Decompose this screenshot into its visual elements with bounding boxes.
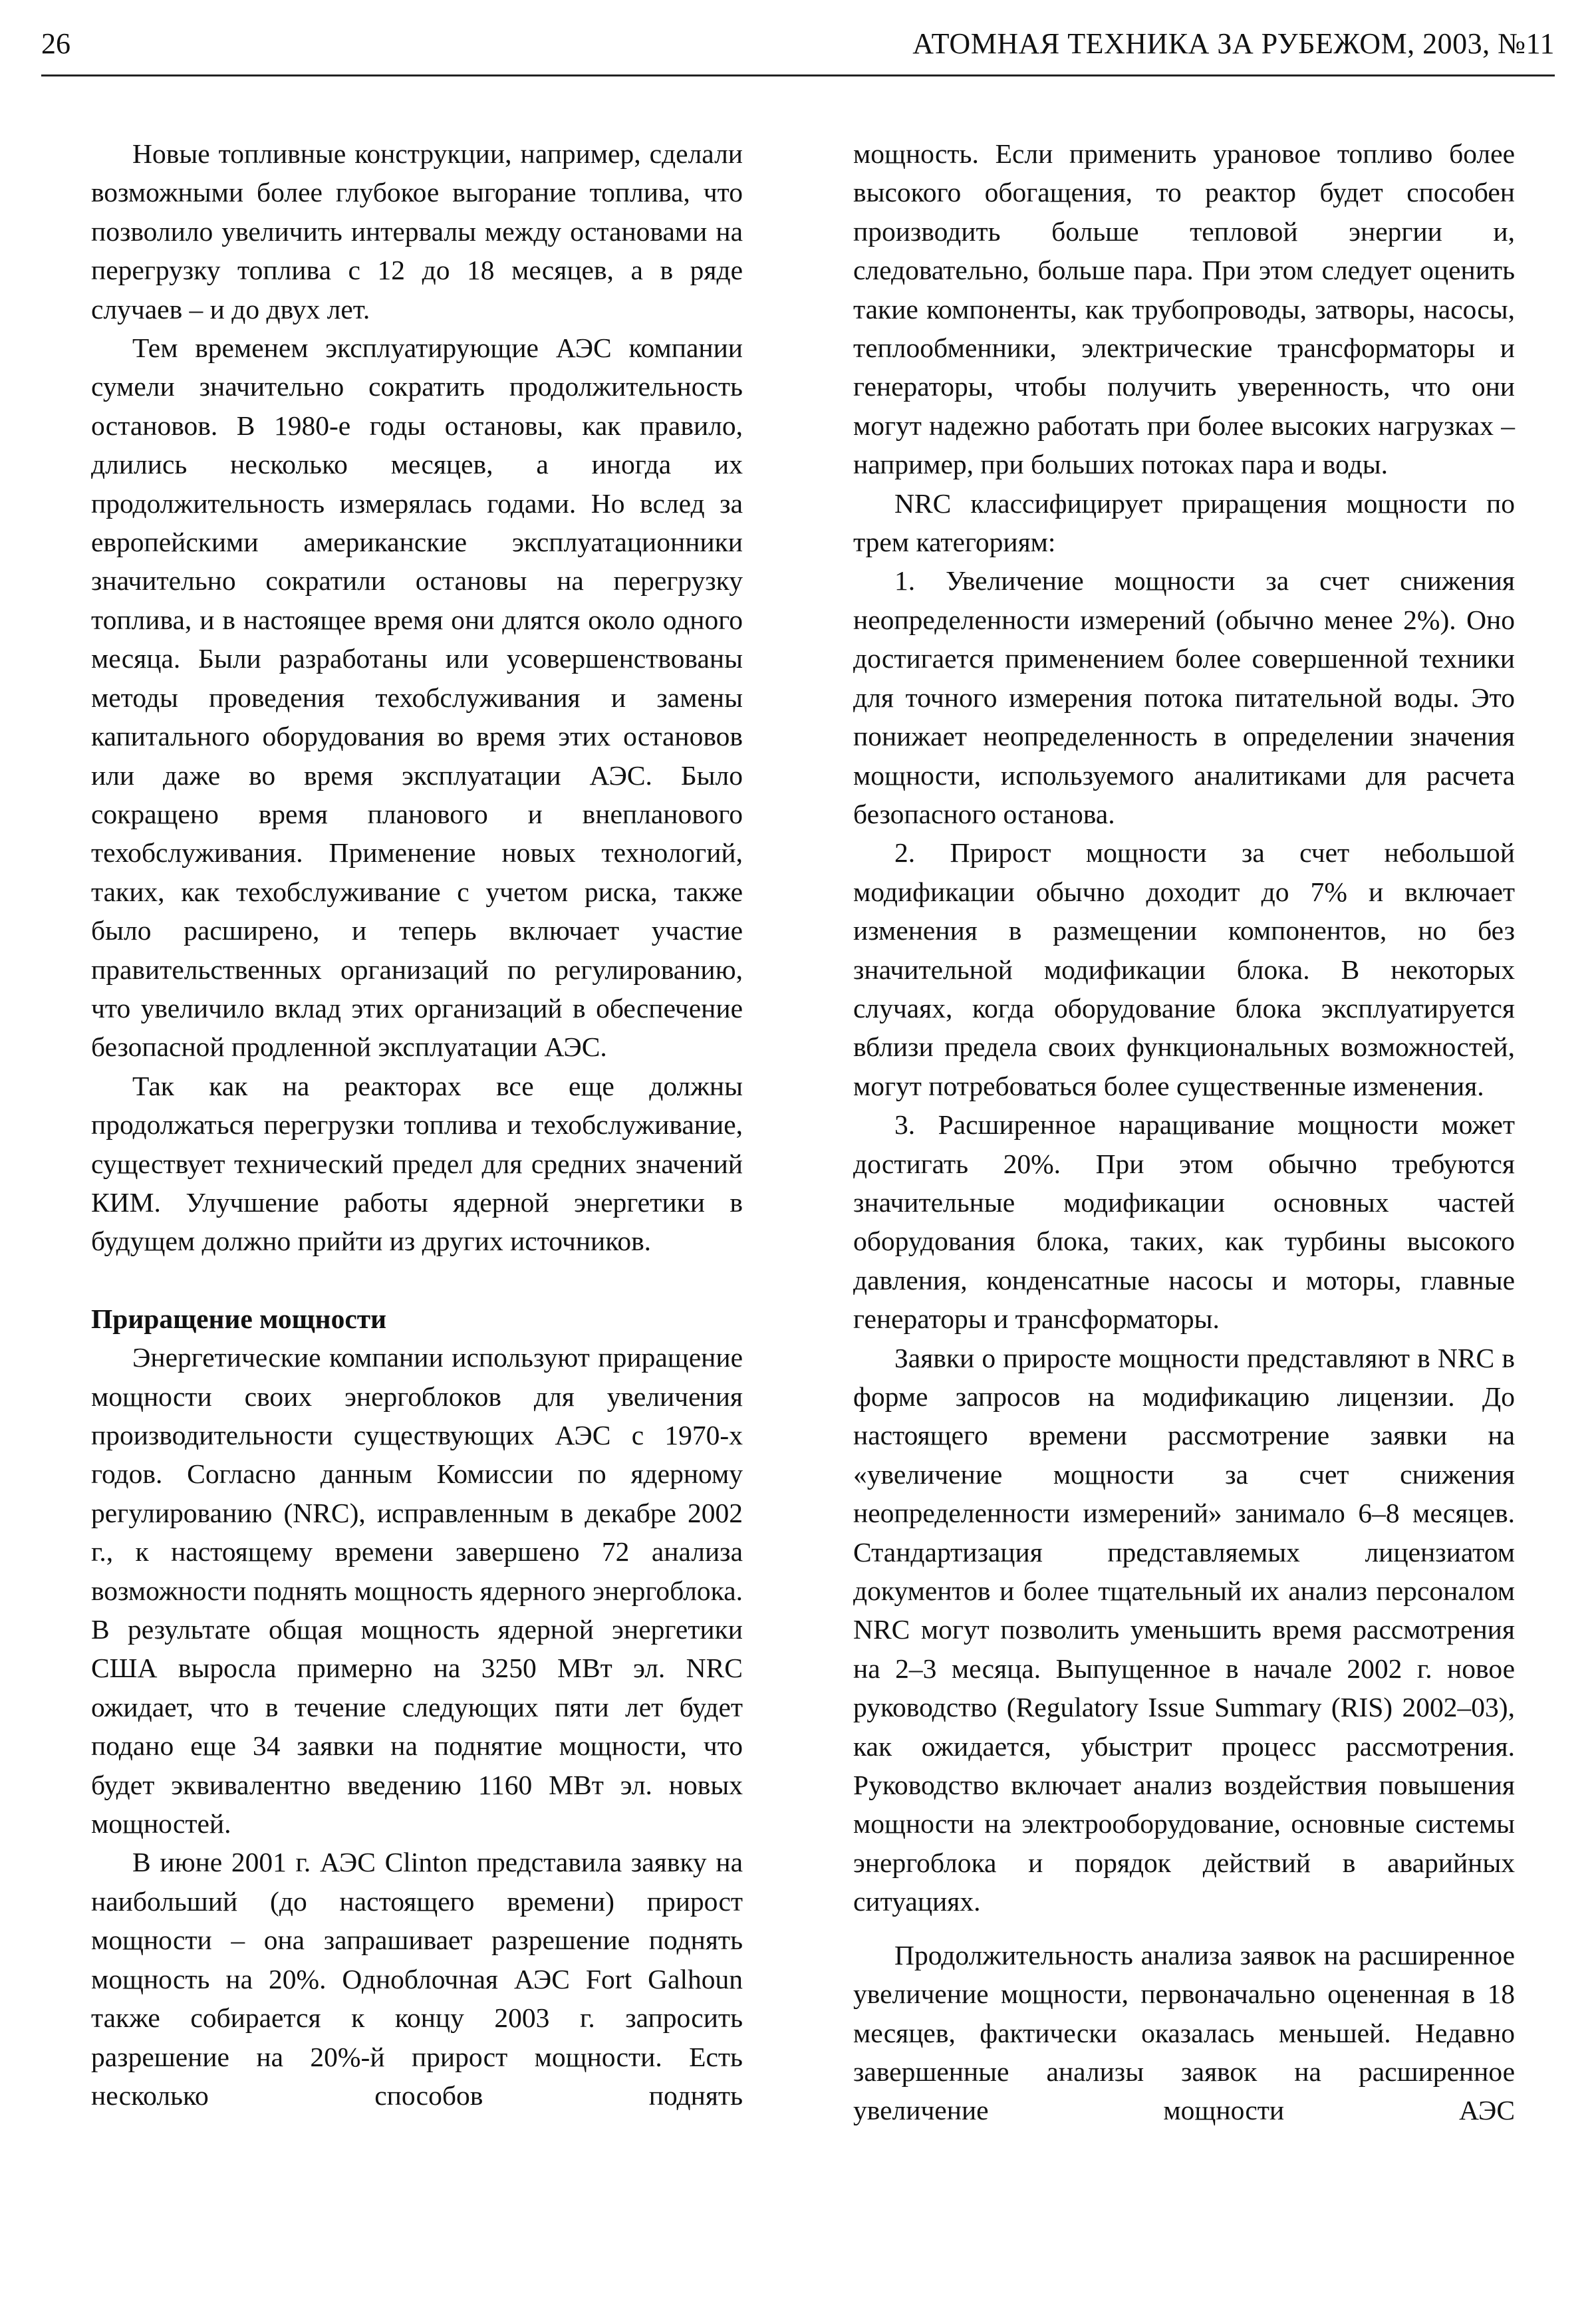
page-number: 26 [41, 27, 70, 60]
paragraph: Тем временем эксплуатирующие АЭС компании сумели значительно сократить продолжительность остановов. В 1980-е годы остановы, как правило, длились несколько месяцев, а иногда их продолжительность измерялась годами. Но вслед за европейскими американские эксплуатационники значительно сократили остановы на перегрузку топлива, и в настоящее время они длятся около одного месяца. Были разработаны или усовершенствованы методы проведения техобслуживания и замены капитального оборудования во время этих остановов или даже во время эксплуатации АЭС. Было сокращено время планового и внепланового техобслуживания. Применение новых технологий, таких, как техобслуживание с учетом риска, также было расширено, и теперь включает участие правительственных организаций по регулированию, что увеличило вклад этих организаций в обеспечение безопасной продленной эксплуатации АЭС. [91, 333, 743, 1063]
page-header [41, 27, 1555, 73]
paragraph: В июне 2001 г. АЭС Clinton представила заявку на наибольший (до настоящего времени) прирост мощности – она запрашивает разрешение поднять мощность на 20%. Одноблочная АЭС Fort Galhoun также собирается к концу 2003 г. запросить разрешение на 20%-й прирост мощности. Есть несколько способов поднять [91, 1847, 743, 2111]
paragraph: Заявки о приросте мощности представляют в NRC в форме запросов на модификацию лицензии. До настоящего времени рассмотрение заявки на «увеличение мощности за счет снижения неопределенности измерений» занимало 6–8 месяцев. Стандартизация представляемых лицензиатом документов и более тщательный их анализ персоналом NRC могут позволить уменьшить время рассмотрения на 2–3 месяца. Выпущенное в начале 2002 г. новое руководство (Regulatory Issue Summary (RIS) 2002–03), как ожидается, убыстрит процесс рассмотрения. Руководство включает анализ воздействия повышения мощности на электрооборудование, основные системы энергоблока и порядок действий в аварийных ситуациях. [853, 1342, 1515, 1917]
list-item: 3. Расширенное наращивание мощности может достигать 20%. При этом обычно требуются значительные модификации основных частей оборудования блока, таких, как турбины высокого давления, конденсатные насосы и моторы, главные генераторы и трансформаторы. [853, 1109, 1515, 1335]
header-rule [41, 74, 1555, 76]
journal-title: АТОМНАЯ ТЕХНИКА ЗА РУБЕЖОМ, 2003, №11 [912, 27, 1555, 60]
paragraph: Продолжительность анализа заявок на расширенное увеличение мощности, первоначально оцененная в 18 месяцев, фактически оказалась меньшей. Недавно завершенные анализы заявок на расширенное увеличение мощности АЭС [853, 1939, 1515, 2126]
paragraph: NRC классифицирует приращения мощности по трем категориям: [853, 487, 1515, 558]
left-column [91, 134, 743, 2115]
section-heading: Приращение мощности [91, 1303, 387, 1334]
paragraph: Новые топливные конструкции, например, сделали возможными более глубокое выгорание топлива, что позволило увеличить интервалы между остановами на перегрузку топлива с 12 до 18 месяцев, а в ряде случаев – и до двух лет. [91, 138, 743, 325]
paragraph: мощность. Если применить урановое топливо более высокого обогащения, то реактор будет способен производить больше тепловой энергии и, следовательно, больше пара. При этом следует оценить такие компоненты, как трубопроводы, затворы, насосы, теплообменники, электрические трансформаторы и генераторы, чтобы получить уверенность, что они могут надежно работать при более высоких нагрузках – например, при больших потоках пара и воды. [853, 138, 1515, 480]
right-column [853, 134, 1515, 2130]
paragraph: Так как на реакторах все еще должны продолжаться перегрузки топлива и техобслуживание, существует технический предел для средних значений КИМ. Улучшение работы ядерной энергетики в будущем должно прийти из других источников. [91, 1070, 743, 1257]
list-item: 2. Прирост мощности за счет небольшой модификации обычно доходит до 7% и включает изменения в размещении компонентов, но без значительной модификации блока. В некоторых случаях, когда оборудование блока эксплуатируется вблизи предела своих функциональных возможностей, могут потребоваться более существенные изменения. [853, 837, 1515, 1101]
list-item: 1. Увеличение мощности за счет снижения неопределенности измерений (обычно менее 2%). Оно достигается применением более совершенной техники для точного измерения потока питательной воды. Это понижает неопределенность в определении значения мощности, используемого аналитиками для расчета безопасного останова. [853, 565, 1515, 829]
paragraph: Энергетические компании используют приращение мощности своих энергоблоков для увеличения производительности существующих АЭС с 1970-х годов. Согласно данным Комиссии по ядерному регулированию (NRC), исправленным в декабре 2002 г., к настоящему времени завершено 72 анализа возможности поднять мощность ядерного энергоблока. В результате общая мощность ядерной энергетики США выросла примерно на 3250 МВт эл. NRC ожидает, что в течение следующих пяти лет будет подано еще 34 заявки на поднятие мощности, что будет эквивалентно введению 1160 МВт эл. новых мощностей. [91, 1342, 743, 1839]
